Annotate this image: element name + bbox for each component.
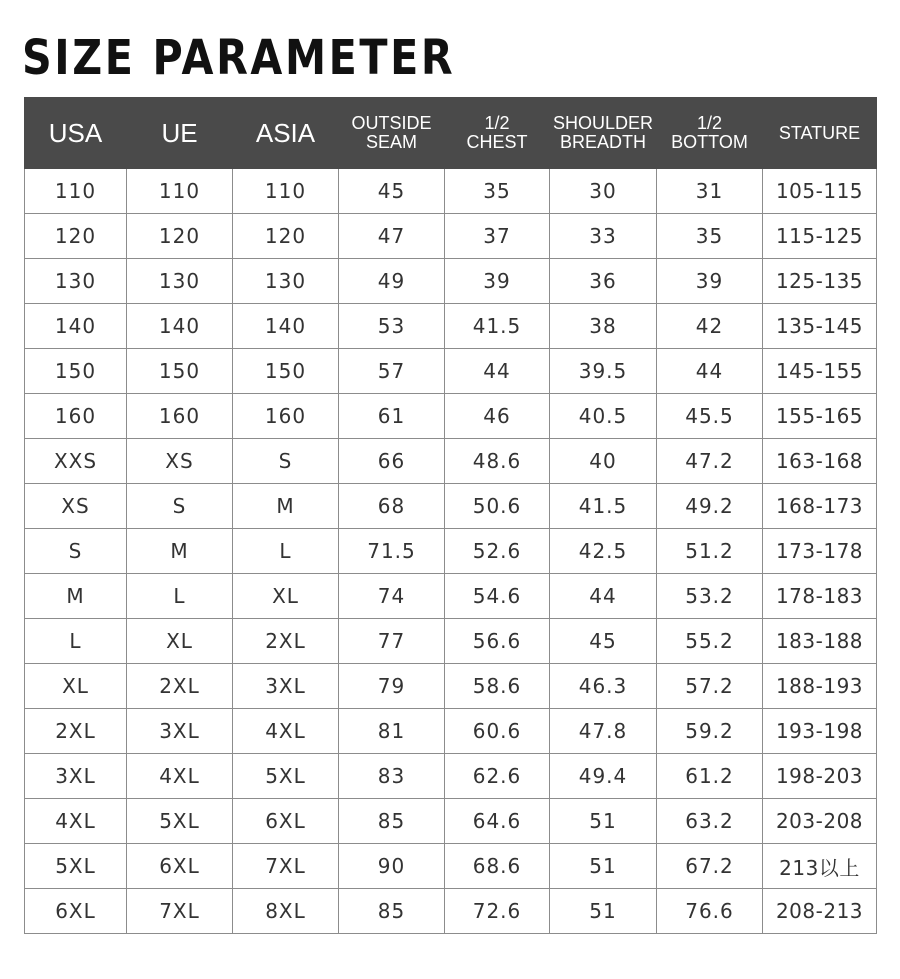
cell-half-chest: 68.6 <box>445 844 550 889</box>
cell-half-chest: 54.6 <box>445 574 550 619</box>
cell-usa: XXS <box>25 439 127 484</box>
cell-stature: 193-198 <box>763 709 877 754</box>
cell-shoulder-breadth: 46.3 <box>550 664 657 709</box>
cell-stature: 183-188 <box>763 619 877 664</box>
cell-half-bottom: 49.2 <box>657 484 763 529</box>
cell-ue: 5XL <box>127 799 233 844</box>
cell-outside-seam: 85 <box>339 799 445 844</box>
table-body <box>25 169 877 934</box>
table-row <box>25 664 877 709</box>
cell-shoulder-breadth: 51 <box>550 844 657 889</box>
size-table <box>24 97 877 934</box>
cell-ue: M <box>127 529 233 574</box>
cell-half-bottom: 53.2 <box>657 574 763 619</box>
cell-usa: 5XL <box>25 844 127 889</box>
cell-outside-seam: 68 <box>339 484 445 529</box>
cell-shoulder-breadth: 33 <box>550 214 657 259</box>
cell-half-bottom: 44 <box>657 349 763 394</box>
cell-ue: 6XL <box>127 844 233 889</box>
cell-half-bottom: 47.2 <box>657 439 763 484</box>
cell-usa: 150 <box>25 349 127 394</box>
table-row <box>25 394 877 439</box>
cell-ue: 120 <box>127 214 233 259</box>
cell-stature: 203-208 <box>763 799 877 844</box>
cell-asia: 8XL <box>233 889 339 934</box>
cell-half-bottom: 31 <box>657 169 763 214</box>
cell-half-bottom: 76.6 <box>657 889 763 934</box>
table-row <box>25 754 877 799</box>
cell-usa: M <box>25 574 127 619</box>
cell-ue: L <box>127 574 233 619</box>
cell-half-bottom: 35 <box>657 214 763 259</box>
cell-half-bottom: 59.2 <box>657 709 763 754</box>
cell-asia: 6XL <box>233 799 339 844</box>
cell-usa: 130 <box>25 259 127 304</box>
cell-asia: 130 <box>233 259 339 304</box>
header-row <box>25 98 877 169</box>
cell-shoulder-breadth: 40.5 <box>550 394 657 439</box>
cell-outside-seam: 77 <box>339 619 445 664</box>
cell-asia: 3XL <box>233 664 339 709</box>
cell-half-chest: 62.6 <box>445 754 550 799</box>
col-header-stature: STATURE <box>763 98 877 169</box>
table-row <box>25 799 877 844</box>
cell-shoulder-breadth: 38 <box>550 304 657 349</box>
cell-outside-seam: 83 <box>339 754 445 799</box>
table-row <box>25 259 877 304</box>
cell-half-bottom: 57.2 <box>657 664 763 709</box>
table-row <box>25 844 877 889</box>
cell-usa: 2XL <box>25 709 127 754</box>
cell-asia: 2XL <box>233 619 339 664</box>
col-header-asia: ASIA <box>233 98 339 169</box>
cell-ue: 140 <box>127 304 233 349</box>
cell-shoulder-breadth: 30 <box>550 169 657 214</box>
cell-asia: 110 <box>233 169 339 214</box>
cell-outside-seam: 45 <box>339 169 445 214</box>
cell-half-bottom: 63.2 <box>657 799 763 844</box>
cell-stature: 135-145 <box>763 304 877 349</box>
cell-shoulder-breadth: 39.5 <box>550 349 657 394</box>
cell-half-chest: 60.6 <box>445 709 550 754</box>
col-header-half-chest: 1/2 CHEST <box>445 98 550 169</box>
cell-stature: 105-115 <box>763 169 877 214</box>
cell-usa: XL <box>25 664 127 709</box>
cell-stature: 125-135 <box>763 259 877 304</box>
cell-stature: 173-178 <box>763 529 877 574</box>
cell-shoulder-breadth: 36 <box>550 259 657 304</box>
cell-half-chest: 35 <box>445 169 550 214</box>
cell-half-chest: 50.6 <box>445 484 550 529</box>
cell-half-chest: 39 <box>445 259 550 304</box>
cell-usa: 3XL <box>25 754 127 799</box>
cell-outside-seam: 66 <box>339 439 445 484</box>
cell-outside-seam: 49 <box>339 259 445 304</box>
table-row <box>25 574 877 619</box>
cell-half-chest: 52.6 <box>445 529 550 574</box>
cell-ue: XL <box>127 619 233 664</box>
cell-usa: 110 <box>25 169 127 214</box>
cell-asia: M <box>233 484 339 529</box>
cell-asia: 7XL <box>233 844 339 889</box>
cell-usa: XS <box>25 484 127 529</box>
table-row <box>25 529 877 574</box>
cell-usa: 160 <box>25 394 127 439</box>
cell-asia: 160 <box>233 394 339 439</box>
cell-outside-seam: 57 <box>339 349 445 394</box>
cell-stature: 213以上 <box>763 844 877 889</box>
cell-half-chest: 44 <box>445 349 550 394</box>
cell-stature: 163-168 <box>763 439 877 484</box>
cell-half-bottom: 51.2 <box>657 529 763 574</box>
cell-ue: 160 <box>127 394 233 439</box>
col-header-half-bottom: 1/2 BOTTOM <box>657 98 763 169</box>
cell-half-chest: 41.5 <box>445 304 550 349</box>
cell-outside-seam: 85 <box>339 889 445 934</box>
cell-half-chest: 46 <box>445 394 550 439</box>
cell-ue: XS <box>127 439 233 484</box>
cell-half-chest: 64.6 <box>445 799 550 844</box>
cell-asia: 5XL <box>233 754 339 799</box>
cell-shoulder-breadth: 49.4 <box>550 754 657 799</box>
cell-shoulder-breadth: 51 <box>550 889 657 934</box>
cell-shoulder-breadth: 42.5 <box>550 529 657 574</box>
cell-shoulder-breadth: 41.5 <box>550 484 657 529</box>
page-title: SIZE PARAMETER <box>22 30 456 86</box>
cell-half-chest: 72.6 <box>445 889 550 934</box>
cell-ue: 3XL <box>127 709 233 754</box>
cell-half-chest: 48.6 <box>445 439 550 484</box>
cell-shoulder-breadth: 51 <box>550 799 657 844</box>
table-row <box>25 304 877 349</box>
cell-usa: S <box>25 529 127 574</box>
cell-outside-seam: 81 <box>339 709 445 754</box>
table-row <box>25 484 877 529</box>
cell-stature: 115-125 <box>763 214 877 259</box>
cell-usa: 140 <box>25 304 127 349</box>
cell-usa: L <box>25 619 127 664</box>
cell-shoulder-breadth: 45 <box>550 619 657 664</box>
cell-half-bottom: 67.2 <box>657 844 763 889</box>
col-header-usa: USA <box>25 98 127 169</box>
cell-half-bottom: 55.2 <box>657 619 763 664</box>
cell-ue: 4XL <box>127 754 233 799</box>
col-header-shoulder-breadth: SHOULDER BREADTH <box>550 98 657 169</box>
cell-asia: 4XL <box>233 709 339 754</box>
table-row <box>25 349 877 394</box>
cell-ue: 7XL <box>127 889 233 934</box>
cell-outside-seam: 90 <box>339 844 445 889</box>
table-row <box>25 439 877 484</box>
col-header-ue: UE <box>127 98 233 169</box>
cell-half-chest: 56.6 <box>445 619 550 664</box>
cell-outside-seam: 71.5 <box>339 529 445 574</box>
cell-usa: 120 <box>25 214 127 259</box>
table-row <box>25 709 877 754</box>
cell-stature: 198-203 <box>763 754 877 799</box>
cell-asia: XL <box>233 574 339 619</box>
cell-asia: 150 <box>233 349 339 394</box>
cell-usa: 6XL <box>25 889 127 934</box>
cell-half-bottom: 61.2 <box>657 754 763 799</box>
cell-usa: 4XL <box>25 799 127 844</box>
cell-outside-seam: 47 <box>339 214 445 259</box>
cell-stature: 168-173 <box>763 484 877 529</box>
cell-ue: 2XL <box>127 664 233 709</box>
table-row <box>25 169 877 214</box>
cell-shoulder-breadth: 47.8 <box>550 709 657 754</box>
cell-outside-seam: 79 <box>339 664 445 709</box>
cell-ue: 130 <box>127 259 233 304</box>
cell-stature: 145-155 <box>763 349 877 394</box>
cell-asia: L <box>233 529 339 574</box>
cell-half-chest: 58.6 <box>445 664 550 709</box>
cell-half-bottom: 45.5 <box>657 394 763 439</box>
cell-stature: 178-183 <box>763 574 877 619</box>
table-row <box>25 889 877 934</box>
cell-half-bottom: 42 <box>657 304 763 349</box>
cell-shoulder-breadth: 44 <box>550 574 657 619</box>
cell-ue: S <box>127 484 233 529</box>
cell-stature: 155-165 <box>763 394 877 439</box>
cell-half-bottom: 39 <box>657 259 763 304</box>
cell-asia: S <box>233 439 339 484</box>
cell-outside-seam: 53 <box>339 304 445 349</box>
cell-half-chest: 37 <box>445 214 550 259</box>
table-row <box>25 619 877 664</box>
cell-outside-seam: 74 <box>339 574 445 619</box>
cell-stature: 208-213 <box>763 889 877 934</box>
cell-ue: 110 <box>127 169 233 214</box>
table-row <box>25 214 877 259</box>
cell-asia: 120 <box>233 214 339 259</box>
cell-shoulder-breadth: 40 <box>550 439 657 484</box>
cell-asia: 140 <box>233 304 339 349</box>
cell-stature: 188-193 <box>763 664 877 709</box>
cell-outside-seam: 61 <box>339 394 445 439</box>
col-header-outside-seam: OUTSIDE SEAM <box>339 98 445 169</box>
cell-ue: 150 <box>127 349 233 394</box>
